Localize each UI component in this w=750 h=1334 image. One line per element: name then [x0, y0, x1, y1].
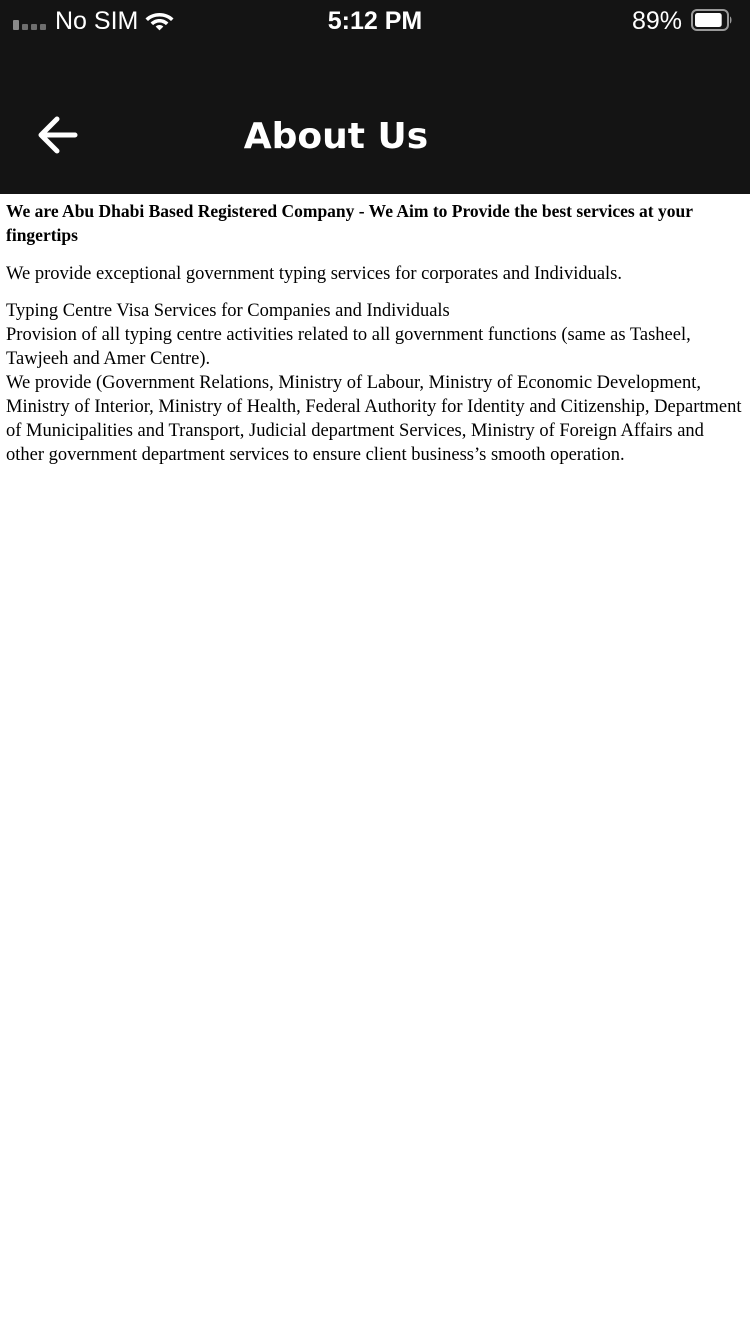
app-header — [0, 42, 750, 194]
carrier-label: No SIM — [55, 7, 139, 35]
about-content — [6, 200, 744, 467]
intro-paragraph: We provide exceptional government typing services for corporates and Individuals. — [6, 264, 623, 284]
status-time: 5:12 PM — [327, 7, 423, 35]
battery-level-fill — [695, 13, 722, 27]
battery-icon — [691, 9, 733, 31]
status-bar — [0, 0, 750, 42]
services-heading: Typing Centre Visa Services for Companies and Individuals — [6, 301, 450, 321]
services-provision: Provision of all typing centre activities related to all government functions (same as Tasheel, Tawjeeh and Amer Centre). — [6, 325, 691, 369]
services-detail: We provide (Government Relations, Ministry of Labour, Ministry of Economic Development, Ministry of Interior, Ministry of Health, Federal Authority for Identity and Citizenship, Department of Municipalities and Transport, Judicial department Services, Ministry of Foreign Affairs and other government department services to ensure client business’s smooth operation. — [6, 373, 742, 465]
company-headline: We are Abu Dhabi Based Registered Company - We Aim to Provide the best services at your fingertips — [6, 201, 693, 245]
battery-percentage: 89% — [631, 7, 682, 35]
page-title: About Us — [243, 116, 429, 157]
